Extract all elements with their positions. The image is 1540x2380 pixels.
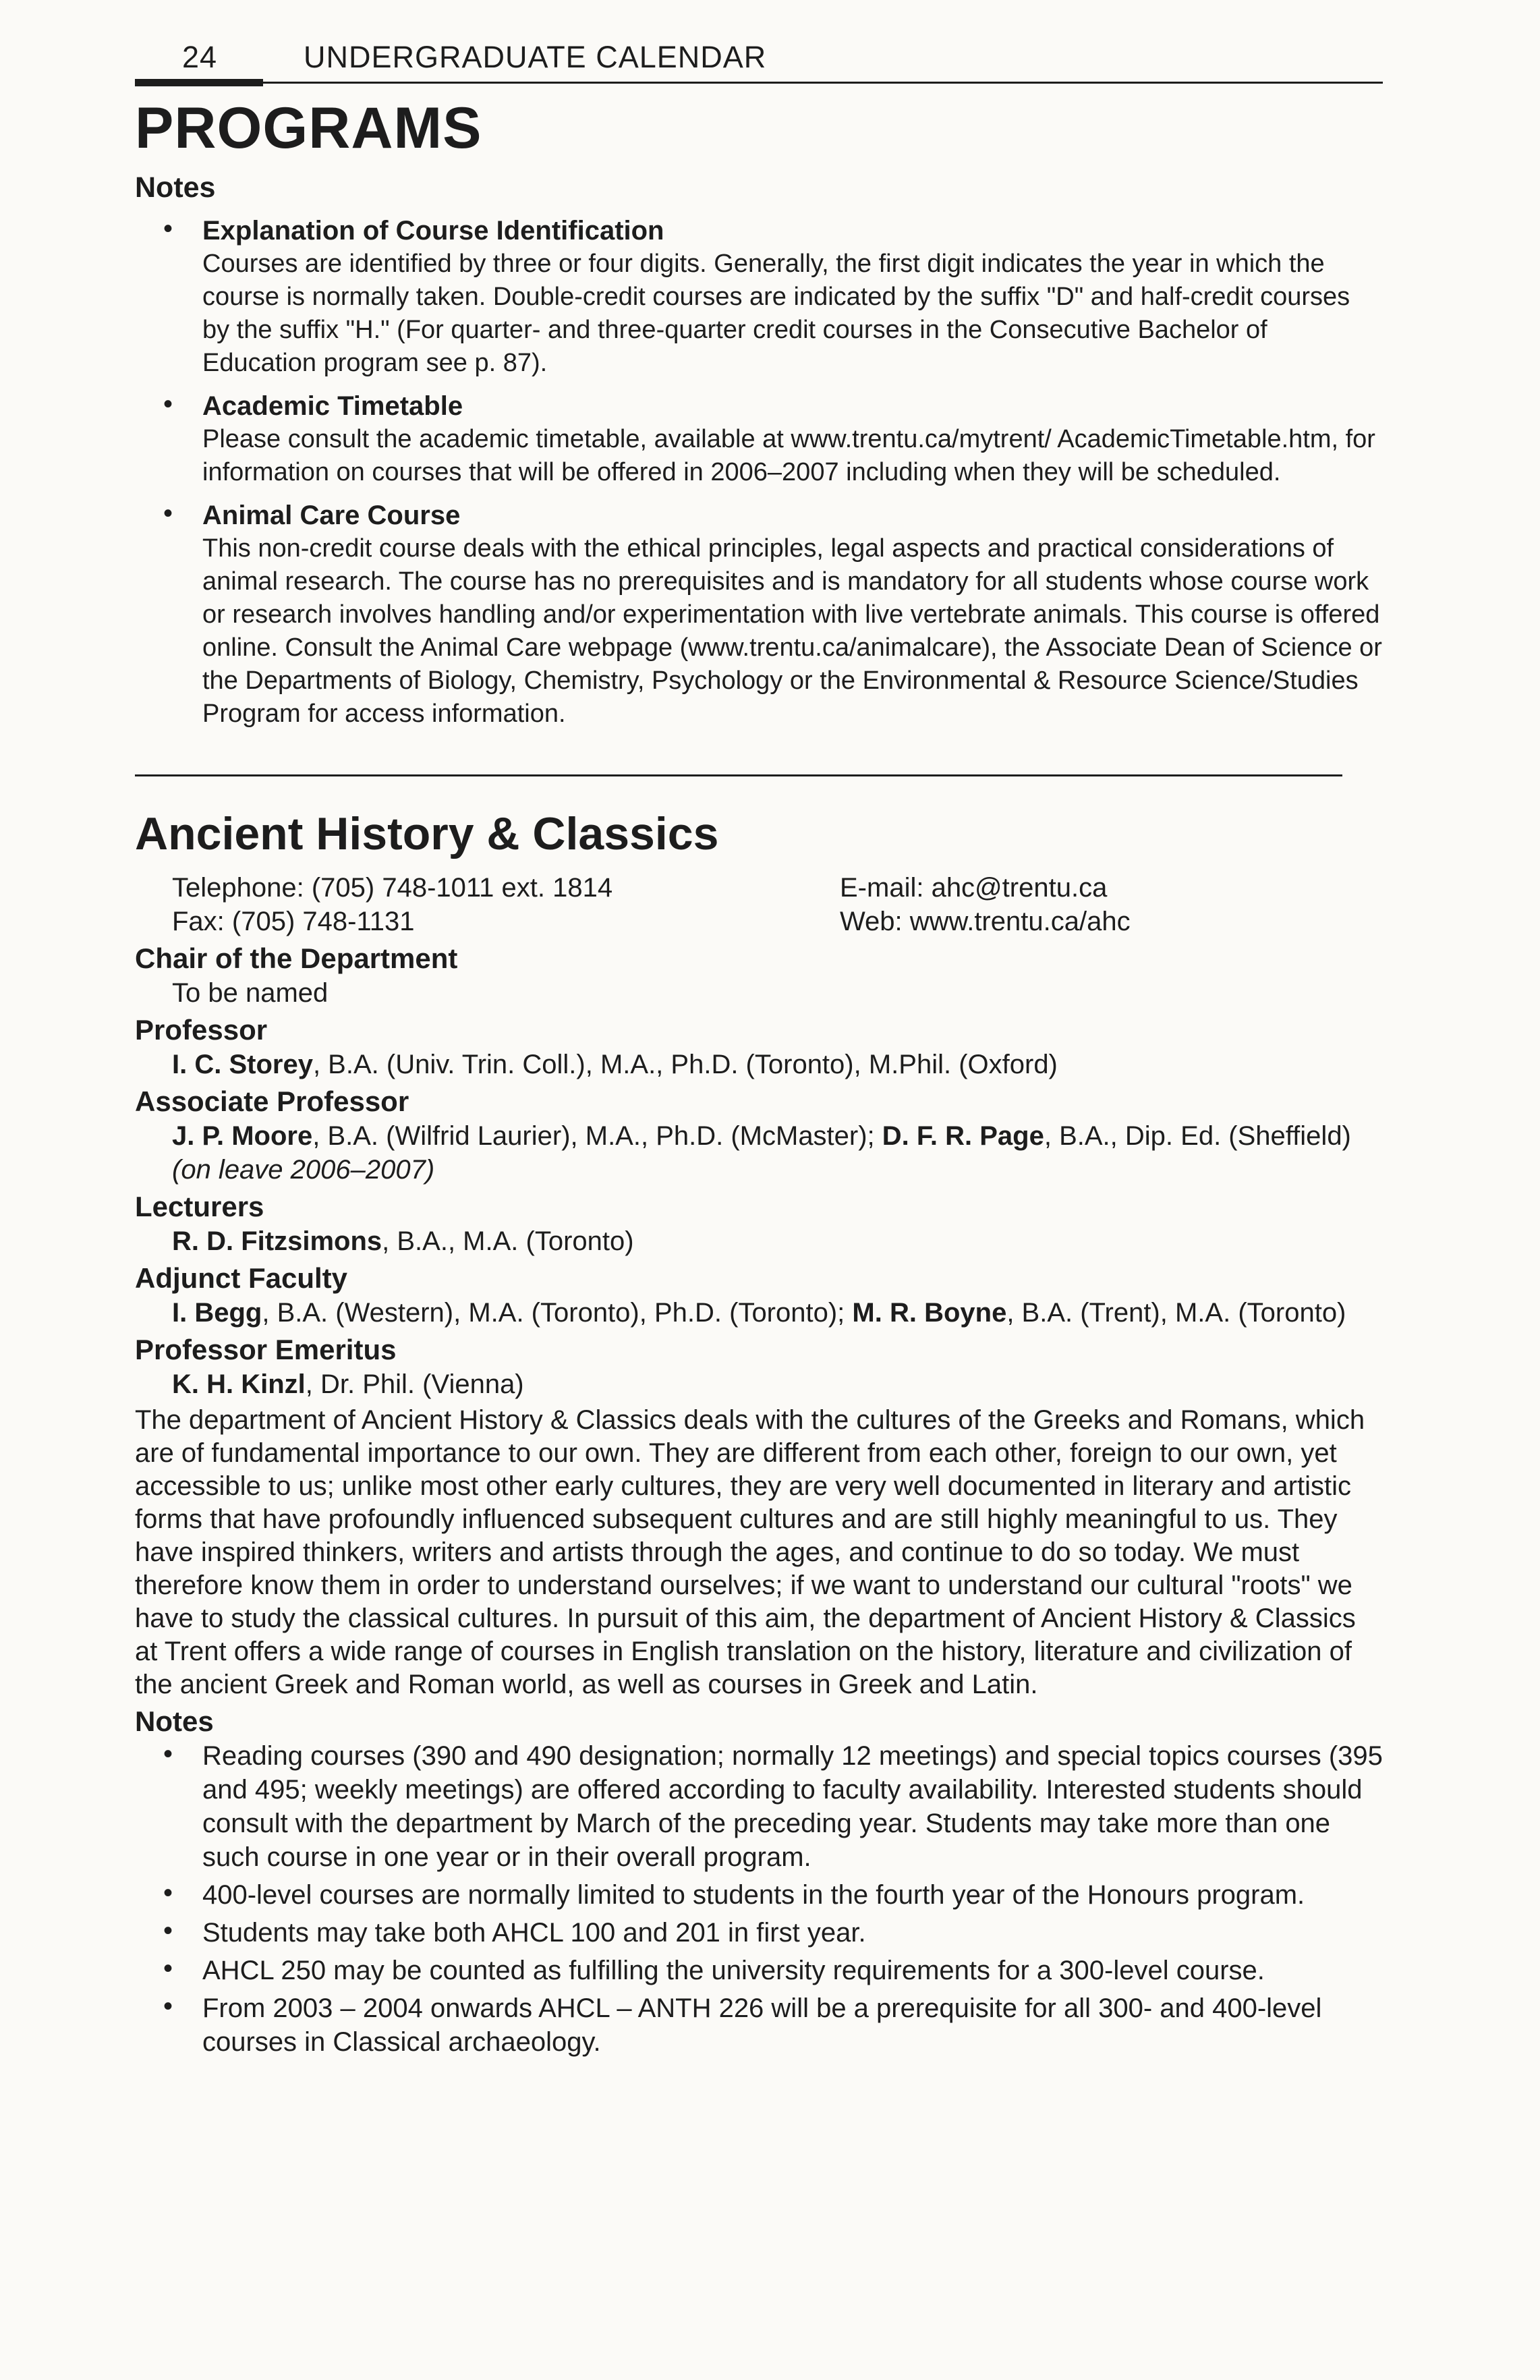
department-contact: [135, 871, 1383, 938]
chair-heading: Chair of the Department: [135, 942, 458, 974]
programs-note-item: [135, 499, 1383, 731]
note-text: • From 2003 – 2004 onwards AHCL – ANTH 226 will be a prerequisite for all 300- and 400-level courses in Classical archaeology.: [202, 1993, 1322, 2057]
programs-notes-heading: Notes: [135, 171, 216, 204]
professor-heading: Professor: [135, 1014, 268, 1046]
adjunct-heading: Adjunct Faculty: [135, 1262, 348, 1294]
faculty-name: I. C. Storey: [172, 1050, 313, 1079]
faculty-credentials: , B.A. (Western), M.A. (Toronto), Ph.D. (Toronto);: [262, 1298, 853, 1328]
email: E-mail: ahc@trentu.ca: [840, 873, 1108, 903]
note-text: • 400-level courses are normally limited to students in the fourth year of the Honours program.: [202, 1880, 1305, 1910]
department-note-item: [135, 1916, 1383, 1950]
note-text: • Students may take both AHCL 100 and 201 in first year.: [202, 1918, 866, 1948]
faculty-name: M. R. Boyne: [852, 1298, 1007, 1328]
faculty-credentials: , B.A., M.A. (Toronto): [382, 1226, 634, 1256]
note-text: • Reading courses (390 and 490 designation; normally 12 meetings) and special topics courses (395 and 495; weekly meetings) are offered according to faculty availability. Interested students should consult with the department by March of the preceding year. Students may take more than one such course in one year or in their overall program.: [202, 1741, 1383, 1872]
department-title: Ancient History & Classics: [135, 808, 719, 859]
note-text: Please consult the academic timetable, available at www.trentu.ca/mytrent/ AcademicTimetable.htm, for information on courses that will be offered in 2006–2007 including when they will be scheduled.: [202, 425, 1375, 486]
faculty-credentials: , Dr. Phil. (Vienna): [305, 1369, 524, 1399]
programs-notes-list: [135, 214, 1383, 731]
note-title: • Explanation of Course Identification: [202, 216, 664, 246]
faculty-name: J. P. Moore: [172, 1121, 313, 1151]
department-intro: The department of Ancient History & Classics deals with the cultures of the Greeks and Romans, which are of fundamental importance to our own. They are different from each other, foreign to our own, yet accessible to us; unlike most other early cultures, they are very well documented in literary and artistic forms that have profoundly influenced subsequent cultures and are still highly meaningful to us. They have inspired thinkers, writers and artists through the ages, and continue to do so today. We must therefore know them in order to understand ourselves; if we want to understand our cultural "roots" we have to study the classical cultures. In pursuit of this aim, the department of Ancient History & Classics at Trent offers a wide range of courses in English translation on the history, literature and civilization of the ancient Greek and Roman world, as well as courses in Greek and Latin.: [135, 1405, 1365, 1699]
calendar-page: [135, 37, 1383, 2063]
department-notes-heading: Notes: [135, 1705, 214, 1737]
note-text: • AHCL 250 may be counted as fulfilling the university requirements for a 300-level course.: [202, 1956, 1265, 1985]
leave-note: (on leave 2006–2007): [172, 1155, 435, 1185]
programs-title: PROGRAMS: [135, 96, 482, 161]
department-note-item: [135, 1991, 1383, 2059]
lecturer-entry: [135, 1224, 1383, 1258]
header-rule-thin: [135, 82, 1383, 84]
header-rule-thick: [135, 79, 263, 86]
lecturers-heading: Lecturers: [135, 1191, 264, 1222]
emeritus-entry: [135, 1367, 1383, 1401]
faculty-credentials: , B.A., Dip. Ed. (Sheffield): [1044, 1121, 1351, 1151]
programs-note-item: [135, 214, 1383, 380]
emeritus-heading: Professor Emeritus: [135, 1334, 397, 1365]
running-header: [135, 37, 1383, 78]
programs-note-item: [135, 389, 1383, 489]
chair-text: To be named: [172, 978, 329, 1008]
faculty-credentials: , B.A. (Trent), M.A. (Toronto): [1006, 1298, 1346, 1328]
department-notes: [135, 1739, 1383, 2059]
faculty-name: I. Begg: [172, 1298, 262, 1328]
web: Web: www.trentu.ca/ahc: [840, 907, 1131, 936]
associate-entry: [135, 1119, 1383, 1187]
faculty-name: D. F. R. Page: [882, 1121, 1044, 1151]
adjunct-entry: [135, 1296, 1383, 1330]
faculty-name: K. H. Kinzl: [172, 1369, 306, 1399]
associate-heading: Associate Professor: [135, 1085, 409, 1117]
department-notes-list: [135, 1739, 1383, 2059]
note-text: Courses are identified by three or four digits. Generally, the first digit indicates the year in which the course is normally taken. Double-credit courses are indicated by the suffix "D" and half-credit courses by the suffix "H." (For quarter- and three-quarter credit courses in the Consecutive Bachelor of Education program see p. 87).: [202, 250, 1350, 377]
note-title: • Academic Timetable: [202, 391, 463, 421]
section-divider: [135, 774, 1342, 776]
note-title: • Animal Care Course: [202, 501, 461, 530]
professor-entry: [135, 1048, 1383, 1081]
page-number: 24: [182, 40, 218, 74]
faculty-name: R. D. Fitzsimons: [172, 1226, 382, 1256]
telephone: Telephone: (705) 748-1011 ext. 1814: [172, 873, 613, 903]
department-note-item: [135, 1878, 1383, 1912]
header-rule: [135, 79, 1383, 86]
running-title: UNDERGRADUATE CALENDAR: [304, 40, 767, 74]
note-text: This non-credit course deals with the ethical principles, legal aspects and practical considerations of animal research. The course has no prerequisites and is mandatory for all students whose course work or research involves handling and/or experimentation with live vertebrate animals. This course is offered online. Consult the Animal Care webpage (www.trentu.ca/animalcare), the Associate Dean of Science or the Departments of Biology, Chemistry, Psychology or the Environmental & Resource Science/Studies Program for access information.: [202, 534, 1382, 728]
faculty-credentials: , B.A. (Wilfrid Laurier), M.A., Ph.D. (McMaster);: [312, 1121, 882, 1151]
faculty-credentials: , B.A. (Univ. Trin. Coll.), M.A., Ph.D. (Toronto), M.Phil. (Oxford): [312, 1050, 1058, 1079]
fax: Fax: (705) 748-1131: [172, 907, 415, 936]
department-note-item: [135, 1954, 1383, 1987]
department-note-item: [135, 1739, 1383, 1874]
